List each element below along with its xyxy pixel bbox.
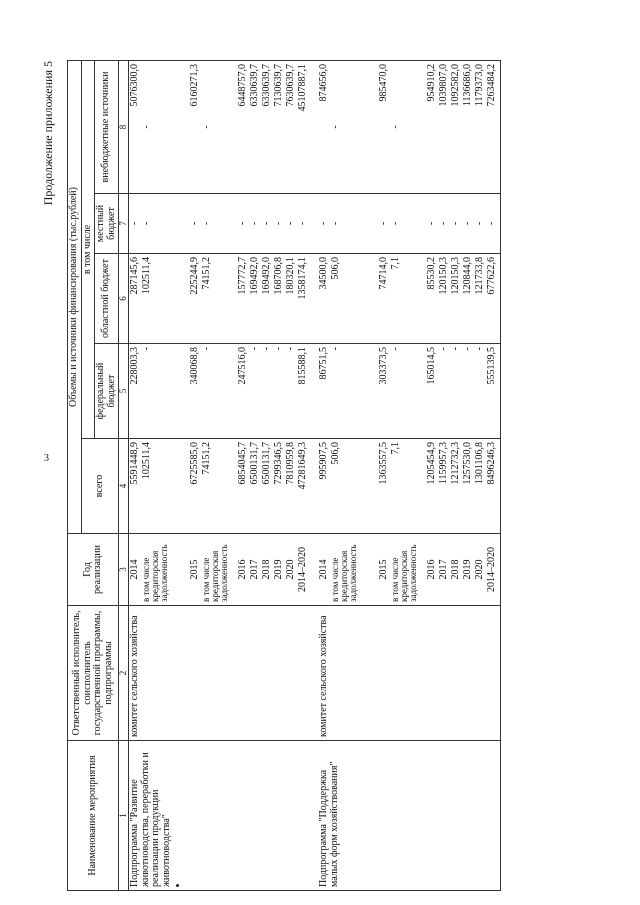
block2-loc: - - - - - - - - - - <box>311 194 501 254</box>
header-col6: областной бюджет <box>95 254 119 344</box>
header-col2: Ответственный исполнитель, соисполнитель государственной программы, подпрограммы <box>68 606 119 741</box>
block1-executor: комитет сельского хозяйства <box>129 606 312 741</box>
col-number: 7 <box>119 194 129 254</box>
col-number: 3 <box>119 534 129 606</box>
col-number: 8 <box>119 60 129 193</box>
financing-table <box>67 60 501 891</box>
block1-fed: 228003,3 - 340068,8 - 247516,0 - - - - 815588,1 <box>129 344 312 439</box>
header-col8: внебюджетные источники <box>95 60 119 193</box>
header-col1: Наименование мероприятия <box>68 741 119 891</box>
appendix-label: Продолжение приложения 5 <box>41 61 55 206</box>
block1-obl: 287145,6 102511,4 225244,9 74151,2 157772,7 169492,0 169492,0 168706,8 180320,1 1358174,1 <box>129 254 312 344</box>
table-row-block2 <box>311 60 501 890</box>
block1-name: Подпрограмма "Развитие животноводства, переработки и реализации продукции животноводства" <box>129 741 312 891</box>
block1-ext: 5076300,0 - 6160271,3 - 6448757,0 6330639,7 6330639,7 7130639,7 7630639,7 45107887,1 <box>129 60 312 193</box>
header-col5: федеральный бюджет <box>95 344 119 439</box>
col-number: 6 <box>119 254 129 344</box>
block1-years: 2014 в том числе кредиторская задолженность 2015 в том числе кредиторская задолженность 2016 2017 2018 2019 2020 2014–2020 <box>129 534 312 606</box>
block2-total: 995907,5 506,0 1363557,5 7,1 1205454,9 1159957,3 1212732,3 1257530,0 1301106,8 8496246,3 <box>311 439 501 534</box>
table-row-block1 <box>129 60 312 890</box>
rotated-page-content <box>41 61 597 891</box>
page-number: 3 <box>44 453 49 464</box>
header-incl: в том числе <box>81 60 95 438</box>
col-number: 4 <box>119 439 129 534</box>
block2-name: Подпрограмма "Поддержка малых форм хозяйствования" <box>311 741 501 891</box>
header-group: Объемы и источники финансирования (тыс.рублей) <box>68 60 82 533</box>
block2-obl: 34500,0 506,0 74714,0 7,1 85530,2 120150,3 120150,3 120844,0 121733,8 677622,6 <box>311 254 501 344</box>
block2-fed: 86751,5 - 303373,5 - 165014,5 - - - - 555139,5 <box>311 344 501 439</box>
header-col3: Год реализации <box>68 534 119 606</box>
block2-years: 2014 в том числе кредиторская задолженность 2015 в том числе кредиторская задолженность 2016 2017 2018 2019 2020 2014–2020 <box>311 534 501 606</box>
block1-loc: - - - - - - - - - - <box>129 194 312 254</box>
col-number: 5 <box>119 344 129 439</box>
block2-ext: 874656,0 - 985470,0 - 954910,2 1039807,0 1092582,0 1136686,0 1179373,0 7263484,2 <box>311 60 501 193</box>
block1-total: 5591448,9 102511,4 6725585,0 74151,2 6854045,7 6500131,7 6500131,7 7299346,5 7810959,8 47281649,3 <box>129 439 312 534</box>
block2-executor: комитет сельского хозяйства <box>311 606 501 741</box>
col-number: 1 <box>119 741 129 891</box>
header-col7: местный бюджет <box>95 194 119 254</box>
header-col4: всего <box>81 439 119 534</box>
col-number: 2 <box>119 606 129 741</box>
